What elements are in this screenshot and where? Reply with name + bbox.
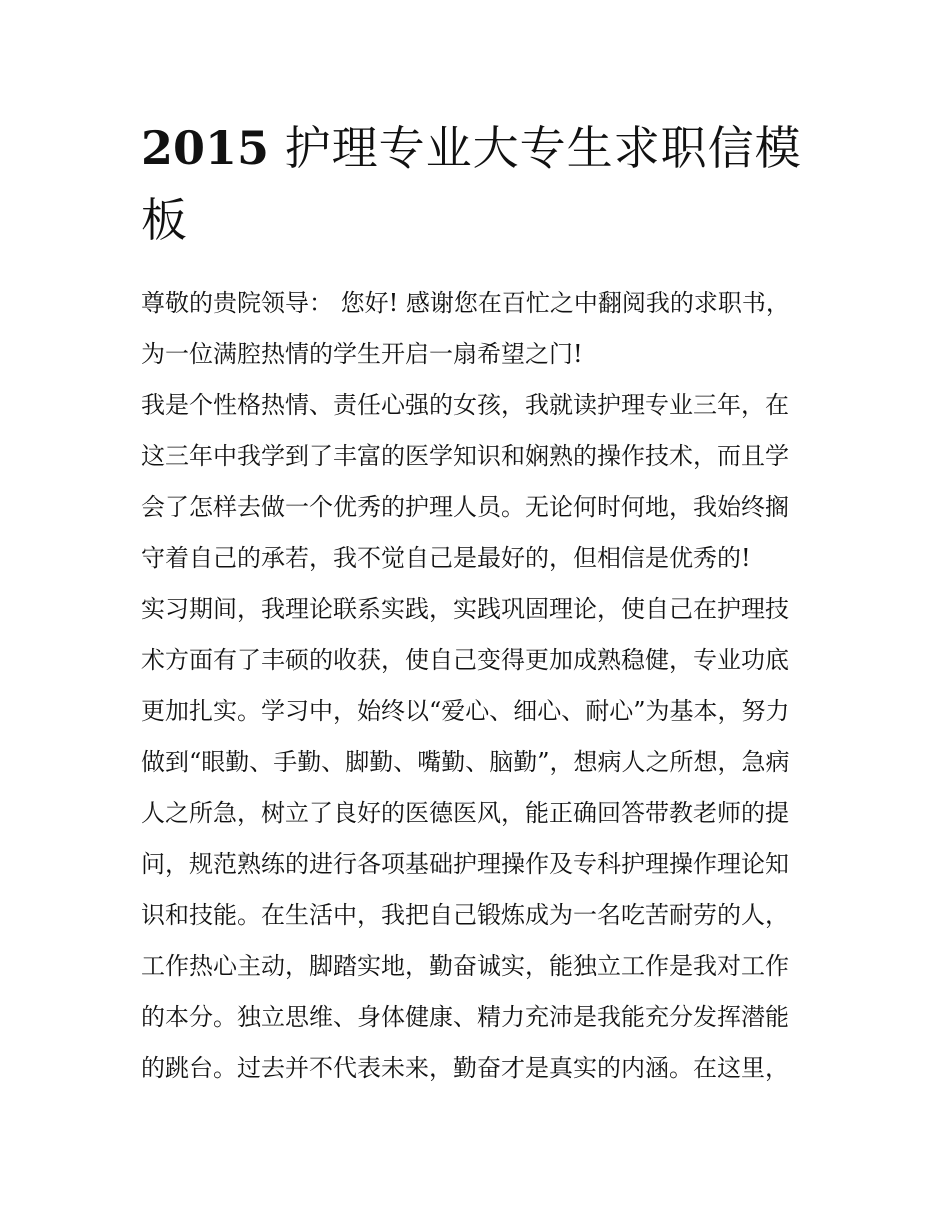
body-line: 实习期间，我理论联系实践，实践巩固理论，使自己在护理技 (141, 595, 789, 623)
body-line: 更加扎实。学习中，始终以“爱心、细心、耐心”为基本，努力 (141, 697, 790, 725)
body-line: 的跳台。过去并不代表未来，勤奋才是真实的内涵。在这里， (141, 1054, 789, 1082)
body-line: 为一位满腔热情的学生开启一扇希望之门! (141, 340, 583, 368)
body-line: 会了怎样去做一个优秀的护理人员。无论何时何地，我始终搁 (141, 493, 789, 521)
document-title (141, 112, 821, 256)
body-line: 术方面有了丰硕的收获，使自己变得更加成熟稳健，专业功底 (141, 646, 789, 674)
body-line: 守着自己的承若，我不觉自己是最好的，但相信是优秀的! (141, 544, 751, 572)
body-line: 识和技能。在生活中，我把自己锻炼成为一名吃苦耐劳的人， (141, 901, 789, 929)
body-line: 做到“眼勤、手勤、脚勤、嘴勤、脑勤”，想病人之所想，急病 (141, 748, 790, 776)
body-line: 我是个性格热情、责任心强的女孩，我就读护理专业三年，在 (141, 391, 789, 419)
title-text-line2: 板 (141, 193, 188, 247)
title-text-line1: 护理专业大专生求职信模 (284, 121, 802, 175)
body-line: 这三年中我学到了丰富的医学知识和娴熟的操作技术，而且学 (141, 442, 789, 470)
body-line: 尊敬的贵院领导： 您好! 感谢您在百忙之中翻阅我的求职书， (141, 289, 790, 317)
body-line: 问，规范熟练的进行各项基础护理操作及专科护理操作理论知 (141, 850, 789, 878)
body-line: 人之所急，树立了良好的医德医风，能正确回答带教老师的提 (141, 799, 789, 827)
body-line: 的本分。独立思维、身体健康、精力充沛是我能充分发挥潜能 (141, 1003, 789, 1031)
document-body (141, 278, 813, 1094)
body-line: 工作热心主动，脚踏实地，勤奋诚实，能独立工作是我对工作 (141, 952, 789, 980)
title-year: 2015 (141, 121, 270, 175)
